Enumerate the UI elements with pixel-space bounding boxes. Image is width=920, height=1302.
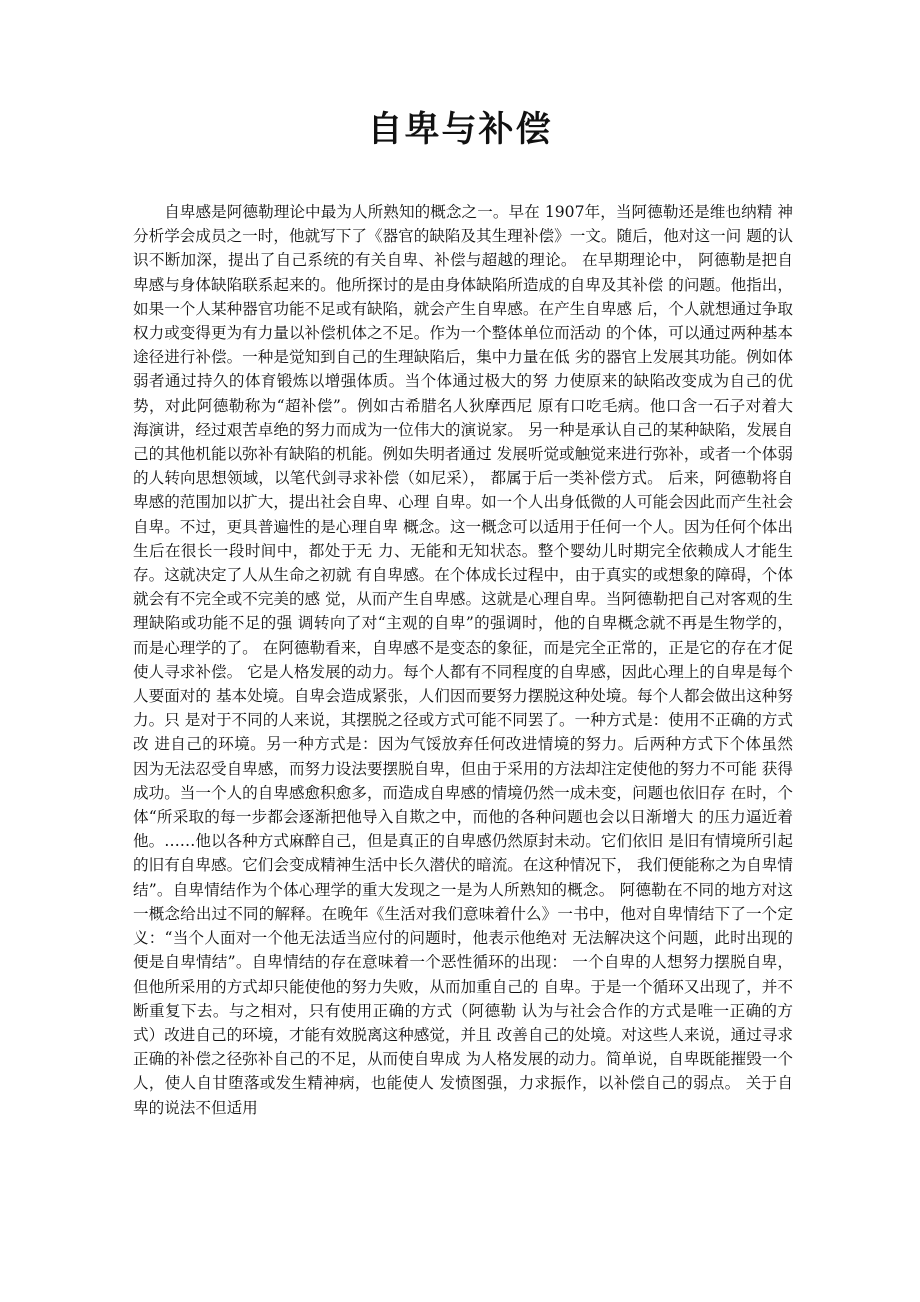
- body-paragraph: 自卑感是阿德勒理论中最为人所熟知的概念之一。早在 1907年，当阿德勒还是维也纳精 神分析学会成员之一时，他就写下了《器官的缺陷及其生理补偿》一文。随后，他对这一问 题的认识不断加深，提出了自己系统的有关自卑、补偿与超越的理论。 在早期理论中， 阿德勒是把自卑感与身体缺陷联系起来的。他所探讨的是由身体缺陷所造成的自卑及其补偿 的问题。他指出，如果一个人某种器官功能不足或有缺陷，就会产生自卑感。在产生自卑感 后，个人就想通过争取权力或变得更为有力量以补偿机体之不足。作为一个整体单位而活动 的个体，可以通过两种基本途径进行补偿。一种是觉知到自己的生理缺陷后，集中力量在低 劣的器官上发展其功能。例如体弱者通过持久的体育锻炼以增强体质。当个体通过极大的努 力使原来的缺陷改变成为自己的优势，对此阿德勒称为“超补偿”。例如古希腊名人狄摩西尼 原有口吃毛病。他口含一石子对着大海演讲，经过艰苦卓绝的努力而成为一位伟大的演说家。 另一种是承认自己的某种缺陷，发展自己的其他机能以弥补有缺陷的机能。例如失明者通过 发展听觉或触觉来进行弥补，或者一个体弱的人转向思想领域，以笔代剑寻求补偿（如尼采）， 都属于后一类补偿方式。 后来，阿德勒将自卑感的范围加以扩大，提出社会自卑、心理 自卑。如一个人出身低微的人可能会因此而产生社会自卑。不过，更具普遍性的是心理自卑 概念。这一概念可以适用于任何一个人。因为任何个体出生后在很长一段时间中，都处于无 力、无能和无知状态。整个婴幼儿时期完全依赖成人才能生存。这就决定了人从生命之初就 有自卑感。在个体成长过程中，由于真实的或想象的障碍，个体就会有不完全或不完美的感 觉，从而产生自卑感。这就是心理自卑。当阿德勒把自己对客观的生理缺陷或功能不足的强 调转向了对“主观的自卑”的强调时，他的自卑概念就不再是生物学的，而是心理学的了。 在阿德勒看来，自卑感不是变态的象征，而是完全正常的，正是它的存在才促使人寻求补偿。 它是人格发展的动力。每个人都有不同程度的自卑感，因此心理上的自卑是每个人要面对的 基本处境。自卑会造成紧张，人们因而要努力摆脱这种处境。每个人都会做出这种努力。只 是对于不同的人来说，其摆脱之径或方式可能不同罢了。一种方式是：使用不正确的方式改 进自己的环境。另一种方式是：因为气馁放弃任何改进情境的努力。后两种方式下个体虽然 因为无法忍受自卑感，而努力设法要摆脱自卑，但由于采用的方法却注定使他的努力不可能 获得成功。当一个人的自卑感愈积愈多，而造成自卑感的情境仍然一成未变，问题也依旧存 在时，个体“所采取的每一步都会逐渐把他导入自欺之中，而他的各种问题也会以日渐增大 的压力逼近着他。……他以各种方式麻醉自己，但是真正的自卑感仍然原封未动。它们依旧 是旧有情境所引起的旧有自卑感。它们会变成精神生活中长久潜伏的暗流。在这种情况下， 我们便能称之为自卑情结”。自卑情结作为个体心理学的重大发现之一是为人所熟知的概念。 阿德勒在不同的地方对这一概念给出过不同的解释。在晚年《生活对我们意味着什么》一书中，他对自卑情结下了一个定义：“当个人面对一个他无法适当应付的问题时，他表示他绝对 无法解决这个问题，此时出现的便是自卑情结”。自卑情结的存在意味着一个恶性循环的出现： 一个自卑的人想努力摆脱自卑，但他所采用的方式却只能使他的努力失败，从而加重自己的 自卑。于是一个循环又出现了，并不断重复下去。与之相对，只有使用正确的方式（阿德勒 认为与社会合作的方式是唯一正确的方式）改进自己的环境，才能有效脱离这种感觉，并且 改善自己的处境。对这些人来说，通过寻求正确的补偿之径弥补自己的不足，从而使自卑成 为人格发展的动力。简单说，自卑既能摧毁一个人，使人自甘堕落或发生精神病，也能使人 发愤图强，力求振作，以补偿自己的弱点。 关于自卑的说法不但适用: [133, 203, 793, 1117]
- document-title: 自卑与补偿: [367, 110, 553, 150]
